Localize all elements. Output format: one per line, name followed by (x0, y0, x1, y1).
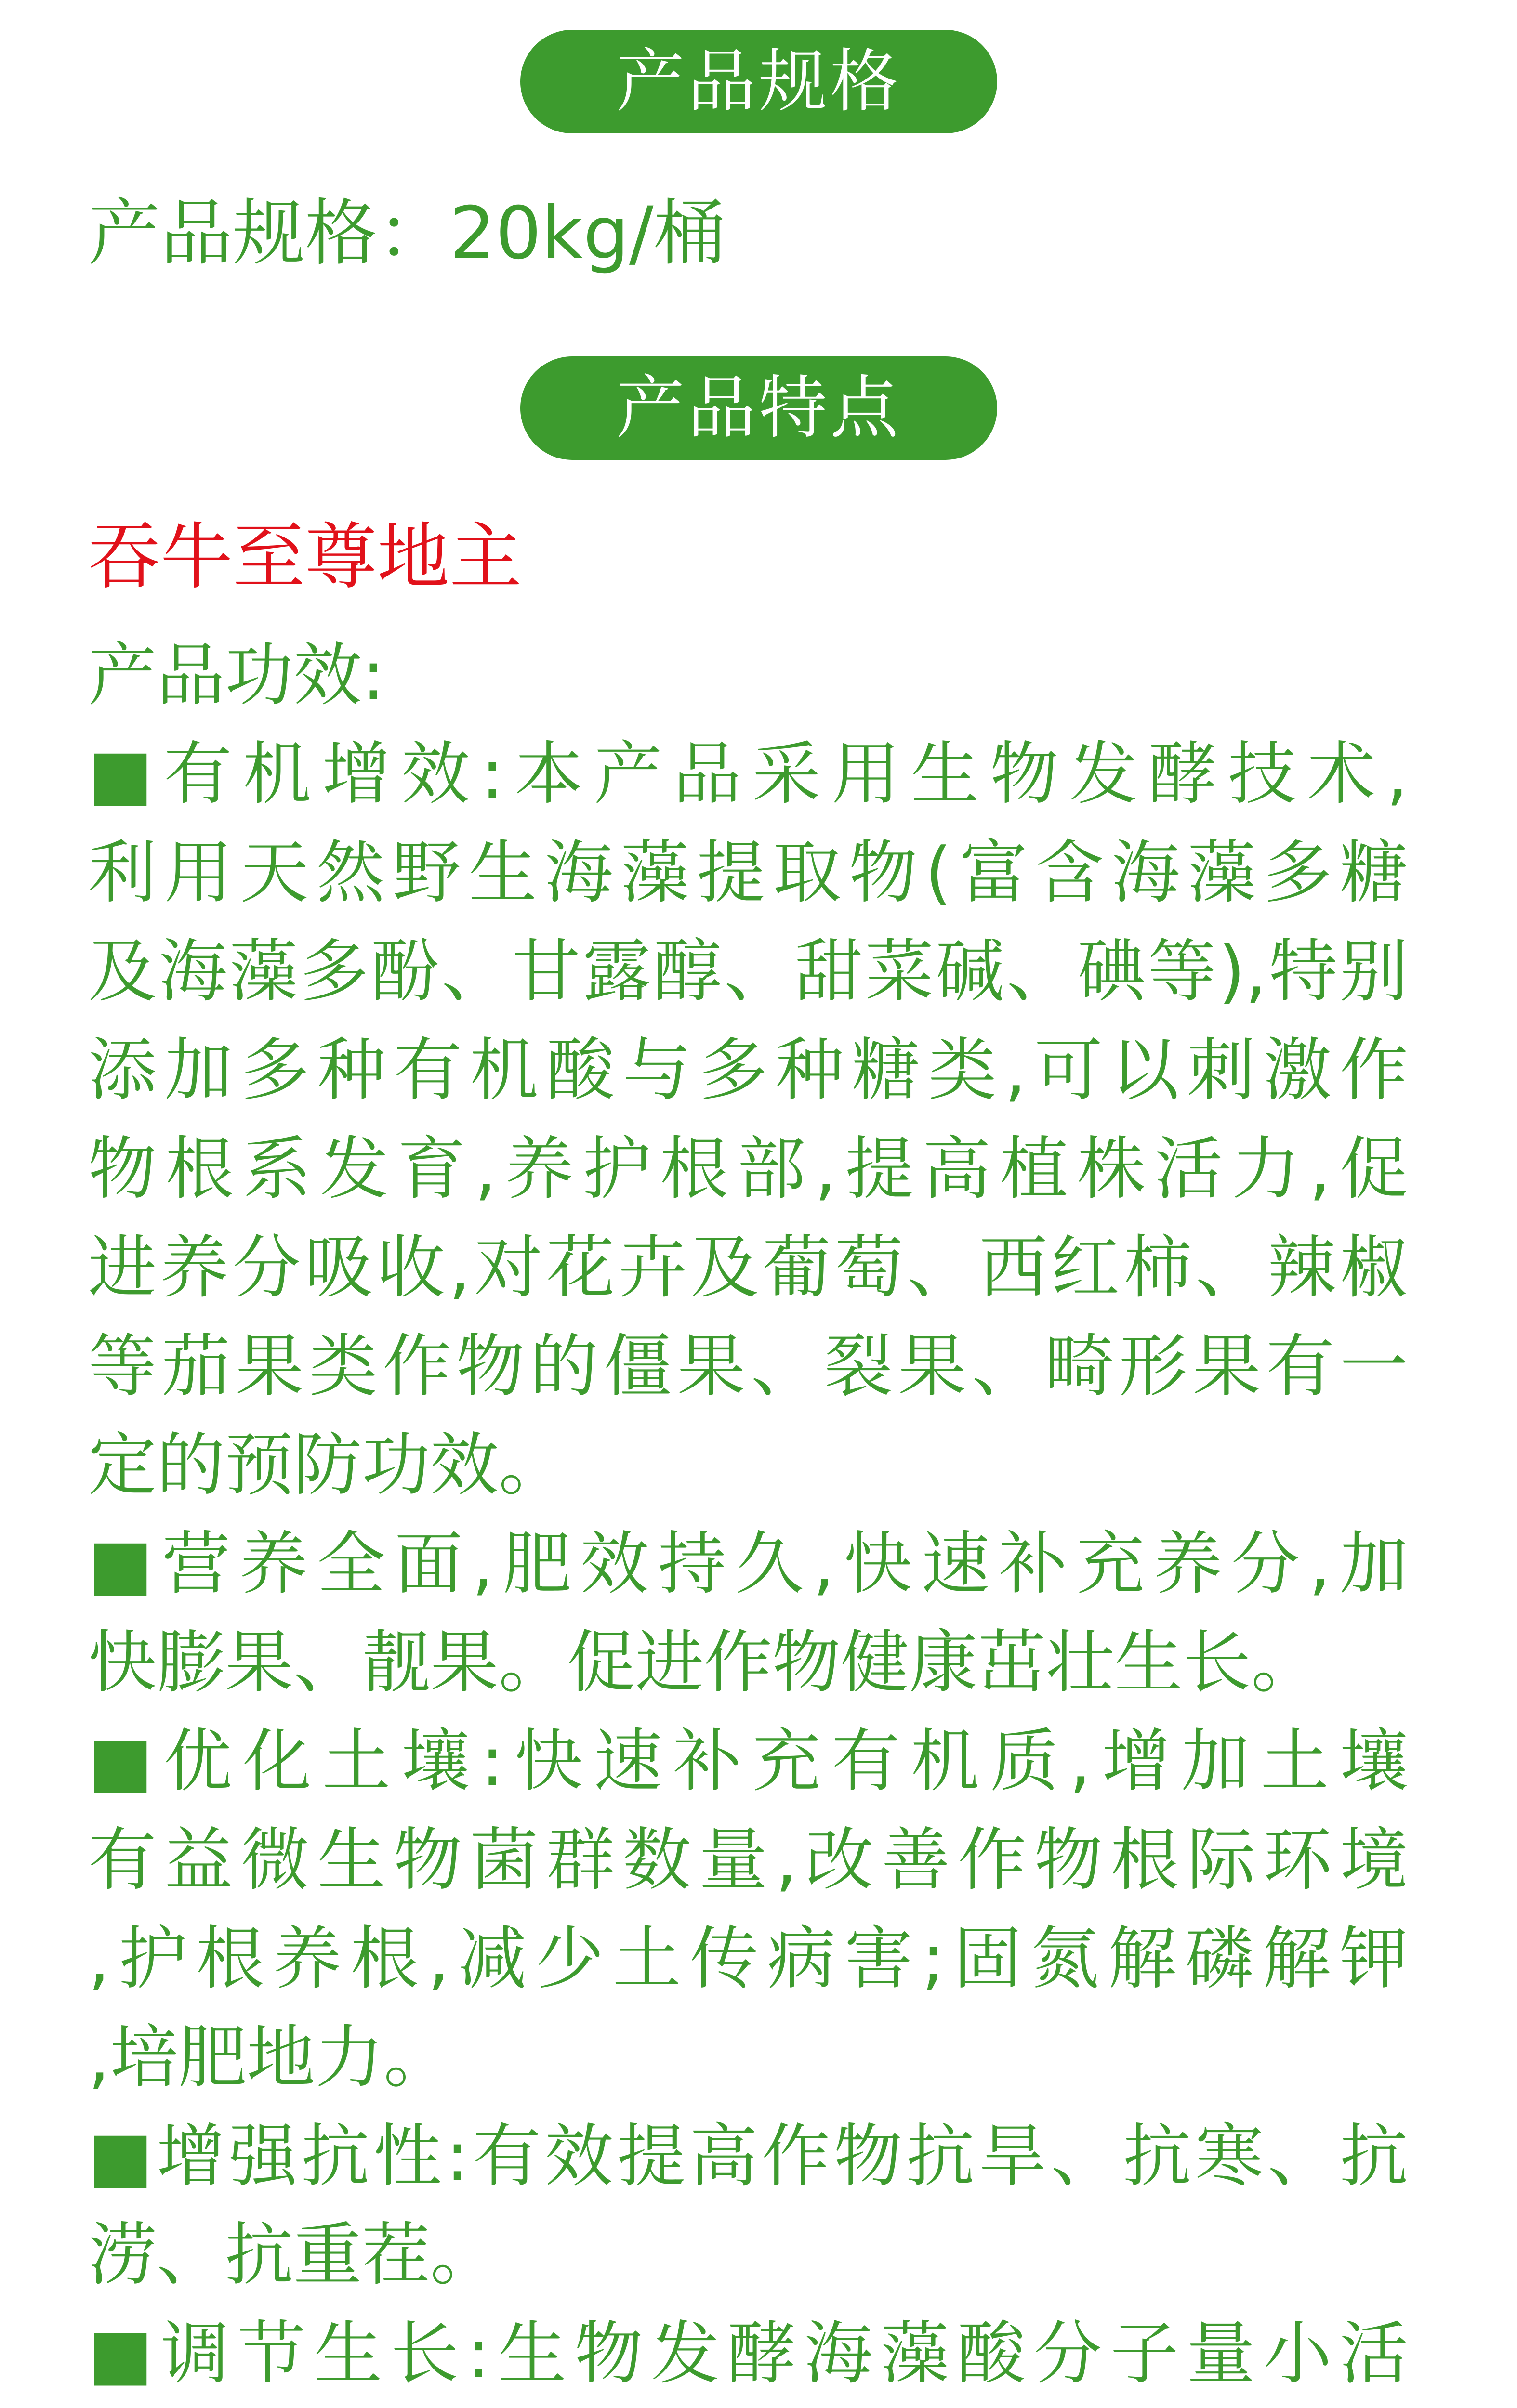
description-line: 有益微生物菌群数量,改善作物根际环境 (88, 1820, 1408, 1900)
description-line: 物根系发育,养护根部,提高植株活力,促 (88, 1129, 1408, 1209)
description-line: 定的预防功效。 (88, 1426, 567, 1505)
description-line (88, 2403, 1408, 2408)
description-line: 产品功效: (88, 636, 385, 715)
description-line: 进养分吸收,对花卉及葡萄、西红柿、辣椒 (88, 1228, 1408, 1308)
product-name: 吞牛至尊地主 (88, 515, 522, 599)
description-line: ■优化土壤:快速补充有机质,增加土壤 (88, 1722, 1408, 1801)
spec-text: 产品规格：20kg/桶 (88, 192, 726, 275)
description-line: ■营养全面,肥效持久,快速补充养分,加 (88, 1524, 1408, 1604)
description-line: ■增强抗性:有效提高作物抗旱、抗寒、抗 (88, 2117, 1408, 2196)
description-line: ■调节生长:生物发酵海藻酸分子量小活 (88, 2314, 1408, 2394)
spec-section-heading: 产品规格 (520, 30, 997, 133)
feature-section-heading: 产品特点 (520, 356, 997, 460)
description-line: 添加多种有机酸与多种糖类,可以刺激作 (88, 1031, 1408, 1110)
description-line: 快膨果、靓果。促进作物健康茁壮生长。 (88, 1623, 1319, 1702)
description-line: 等茄果类作物的僵果、裂果、畸形果有一 (88, 1327, 1408, 1406)
description-line: 及海藻多酚、甘露醇、甜菜碱、碘等),特别 (88, 932, 1408, 1011)
description-line: ,培肥地力。 (88, 2018, 452, 2097)
product-description (88, 626, 1408, 2408)
description-line: 利用天然野生海藻提取物(富含海藻多糖 (88, 833, 1408, 913)
description-line: 涝、抗重茬。 (88, 2215, 499, 2295)
description-line: ,护根养根,减少土传病害;固氮解磷解钾 (88, 1919, 1408, 1999)
description-line: ■有机增效:本产品采用生物发酵技术, (88, 734, 1408, 814)
